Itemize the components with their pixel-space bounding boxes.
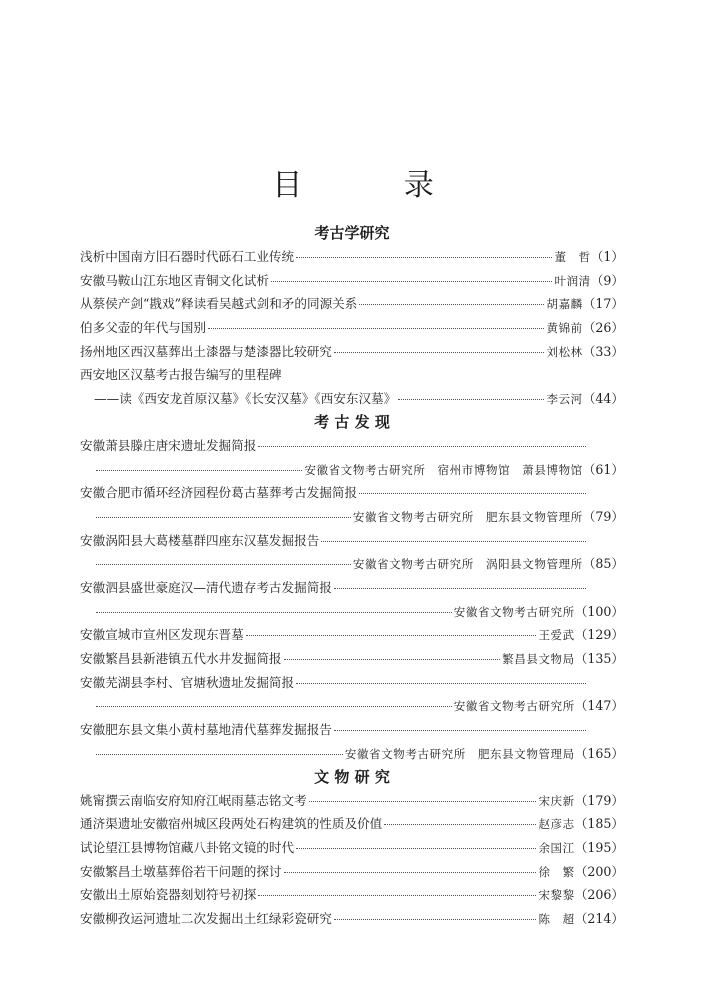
dot-leader (258, 895, 536, 896)
toc-entry-line (80, 623, 624, 647)
dot-leader (334, 588, 586, 589)
toc-entry-line (80, 340, 624, 364)
entry-author: 宋庆新 (538, 793, 575, 808)
entry-title: 从蔡侯产剑“戡戏”释读看吴越式剑和矛的同源关系 (80, 296, 358, 312)
entry-page: （100） (574, 603, 624, 619)
toc-entry-line (80, 836, 624, 860)
toc-entry-line (80, 907, 624, 931)
dot-leader (208, 328, 545, 329)
toc-entry[interactable] (80, 789, 624, 813)
entry-page: （185） (574, 816, 624, 832)
toc-entry-line (80, 647, 624, 671)
toc-entry[interactable] (80, 623, 624, 647)
toc-entry-line (80, 789, 624, 813)
dot-leader (258, 446, 586, 447)
entry-title: 安徽马鞍山江东地区青铜文化试析 (80, 272, 269, 288)
entry-page: （1） (590, 249, 624, 264)
toc-entry[interactable] (80, 647, 624, 671)
entry-title: 安徽柳孜运河遗址二次发掘出土红绿彩瓷研究 (80, 910, 332, 926)
toc-entry-line (80, 694, 624, 718)
entry-author: 繁昌县文物局 (502, 652, 575, 667)
toc-entry[interactable] (80, 529, 624, 576)
toc-entry[interactable] (80, 860, 624, 884)
entry-author: 刘松林 (546, 344, 583, 359)
dot-leader (359, 493, 586, 494)
dot-leader (398, 399, 544, 400)
entry-subtitle: ——读《西安龙首原汉墓》《长安汉墓》《西安东汉墓》 (94, 391, 397, 407)
dot-leader (96, 564, 351, 565)
dot-leader (384, 824, 536, 825)
section-heading: 文 物 研 究 (314, 767, 390, 786)
toc-entry-line (80, 883, 624, 907)
toc-entry-line (80, 316, 624, 340)
toc-entry[interactable] (80, 340, 624, 364)
toc-entry-line (80, 860, 624, 884)
toc-entry[interactable] (80, 836, 624, 860)
entry-author: 安徽省文物考古研究所 肥东县文物管理局 (344, 746, 575, 761)
entry-title: 姚甯撰云南临安府知府江岷雨墓志铭文考 (80, 792, 307, 808)
toc-entry[interactable] (80, 481, 624, 528)
entry-title: 通济渠遗址安徽宿州城区段两处石构建筑的性质及价值 (80, 816, 383, 832)
dot-leader (96, 470, 302, 471)
entry-title: 安徽涡阳县大葛楼墓群四座东汉墓发掘报告 (80, 532, 320, 548)
toc-entry-line (80, 576, 624, 600)
entry-author: 安徽省文物考古研究所 (453, 604, 575, 619)
entry-page: （179） (574, 792, 624, 808)
entry-author: 王爱武 (538, 628, 575, 643)
entry-author: 叶润清 (554, 273, 591, 288)
toc-entry[interactable] (80, 292, 624, 316)
entry-title: 安徽泗县盛世豪庭汉—清代遗存考古发掘简报 (80, 580, 332, 595)
entry-page: （79） (582, 508, 624, 524)
entry-author: 安徽省文物考古研究所 宿州市博物馆 萧县博物馆 (304, 462, 583, 477)
entry-title: 安徽繁昌土墩墓葬俗若干问题的探讨 (80, 863, 282, 879)
entry-page: （44） (582, 391, 624, 407)
toc-entry[interactable] (80, 576, 624, 623)
entry-page: （26） (582, 320, 624, 336)
toc-entry-line (80, 481, 624, 505)
toc-entry-line (80, 505, 624, 529)
entry-author: 董 哲 (554, 250, 591, 264)
toc-entry[interactable] (80, 883, 624, 907)
entry-title: 扬州地区西汉墓葬出土漆器与楚漆器比较研究 (80, 343, 332, 359)
entry-author: 宋黎黎 (538, 888, 575, 903)
dot-leader (321, 541, 586, 542)
entry-page: （214） (574, 910, 624, 926)
toc-entry-line (80, 387, 624, 411)
entry-author: 黄锦前 (546, 321, 583, 336)
entry-title: 安徽宣城市宣州区发现东晋墓 (80, 627, 244, 643)
entry-author: 徐 繁 (538, 864, 575, 879)
toc-entry-line (80, 600, 624, 624)
entry-page: （9） (590, 272, 624, 288)
section-heading: 考古学研究 (314, 224, 390, 242)
toc-entry-line (80, 363, 624, 387)
dot-leader (296, 257, 552, 258)
toc-entry[interactable] (80, 812, 624, 836)
toc-entry-line (80, 434, 624, 458)
toc-entry-line (80, 292, 624, 316)
entry-page: （129） (574, 627, 624, 643)
dot-leader (309, 801, 537, 802)
dot-leader (271, 281, 553, 282)
toc-entry-line (80, 458, 624, 482)
entry-title: 安徽肥东县文集小黄村墓地清代墓葬发掘报告 (80, 722, 332, 738)
toc-entry[interactable] (80, 907, 624, 931)
toc-entry-line (80, 269, 624, 293)
page-title: 目 录 (272, 168, 480, 203)
toc-entry[interactable] (80, 245, 624, 269)
entry-title: 安徽芜湖县李村、官塘秋遗址发掘简报 (80, 674, 295, 690)
toc-entry-line (80, 671, 624, 695)
entry-title: 浅析中国南方旧石器时代砾石工业传统 (80, 249, 295, 264)
toc-entry[interactable] (80, 363, 624, 410)
entry-page: （135） (574, 651, 624, 667)
toc-entry-line (80, 742, 624, 766)
entry-page: （206） (574, 887, 624, 903)
toc-entry-line (80, 245, 624, 269)
dot-leader (296, 848, 536, 849)
toc-entry[interactable] (80, 718, 624, 765)
entry-author: 安徽省文物考古研究所 肥东县文物管理所 (352, 509, 583, 524)
dot-leader (334, 352, 545, 353)
entry-title: 伯多父壶的年代与国别 (80, 320, 206, 336)
entry-title: 西安地区汉墓考古报告编写的里程碑 (80, 367, 282, 383)
entry-title: 安徽合肥市循环经济园程份葛古墓葬考古发掘简报 (80, 485, 358, 501)
section-heading: 考 古 发 现 (314, 412, 390, 431)
entry-author: 安徽省文物考古研究所 涡阳县文物管理所 (352, 557, 583, 572)
entry-author: 赵彦志 (538, 817, 575, 832)
dot-leader (246, 635, 537, 636)
toc-entry-line (80, 812, 624, 836)
toc-entry[interactable] (80, 671, 624, 718)
entry-author: 安徽省文物考古研究所 (453, 699, 575, 714)
entry-page: （200） (574, 863, 624, 879)
entry-author: 陈 超 (538, 911, 575, 926)
entry-page: （147） (574, 698, 624, 714)
dot-leader (284, 872, 537, 873)
dot-leader (334, 730, 586, 731)
dot-leader (334, 919, 537, 920)
toc-entry[interactable] (80, 269, 624, 293)
toc-entry-line (80, 529, 624, 553)
toc-entry-line (80, 718, 624, 742)
entry-page: （195） (574, 839, 624, 855)
table-of-contents (80, 222, 624, 931)
entry-page: （17） (582, 296, 624, 312)
dot-leader (96, 612, 452, 613)
entry-author: 李云河 (546, 392, 583, 407)
entry-author: 胡嘉麟 (546, 297, 583, 312)
dot-leader (296, 683, 586, 684)
entry-title: 安徽萧县滕庄唐宋遗址发掘简报 (80, 437, 257, 453)
dot-leader (96, 706, 452, 707)
entry-page: （85） (582, 556, 624, 572)
dot-leader (96, 754, 343, 755)
toc-entry[interactable] (80, 316, 624, 340)
entry-title: 安徽出土原始瓷器刻划符号初探 (80, 887, 257, 903)
entry-title: 安徽繁昌县新港镇五代水井发掘简报 (80, 651, 282, 667)
toc-entry[interactable] (80, 434, 624, 481)
entry-title: 试论望江县博物馆藏八卦铭文镜的时代 (80, 839, 295, 855)
entry-page: （61） (582, 461, 624, 477)
dot-leader (359, 304, 544, 305)
dot-leader (96, 517, 351, 518)
dot-leader (284, 659, 501, 660)
entry-author: 余国江 (538, 840, 575, 855)
entry-page: （33） (582, 343, 624, 359)
toc-entry-line (80, 552, 624, 576)
entry-page: （165） (574, 745, 624, 761)
